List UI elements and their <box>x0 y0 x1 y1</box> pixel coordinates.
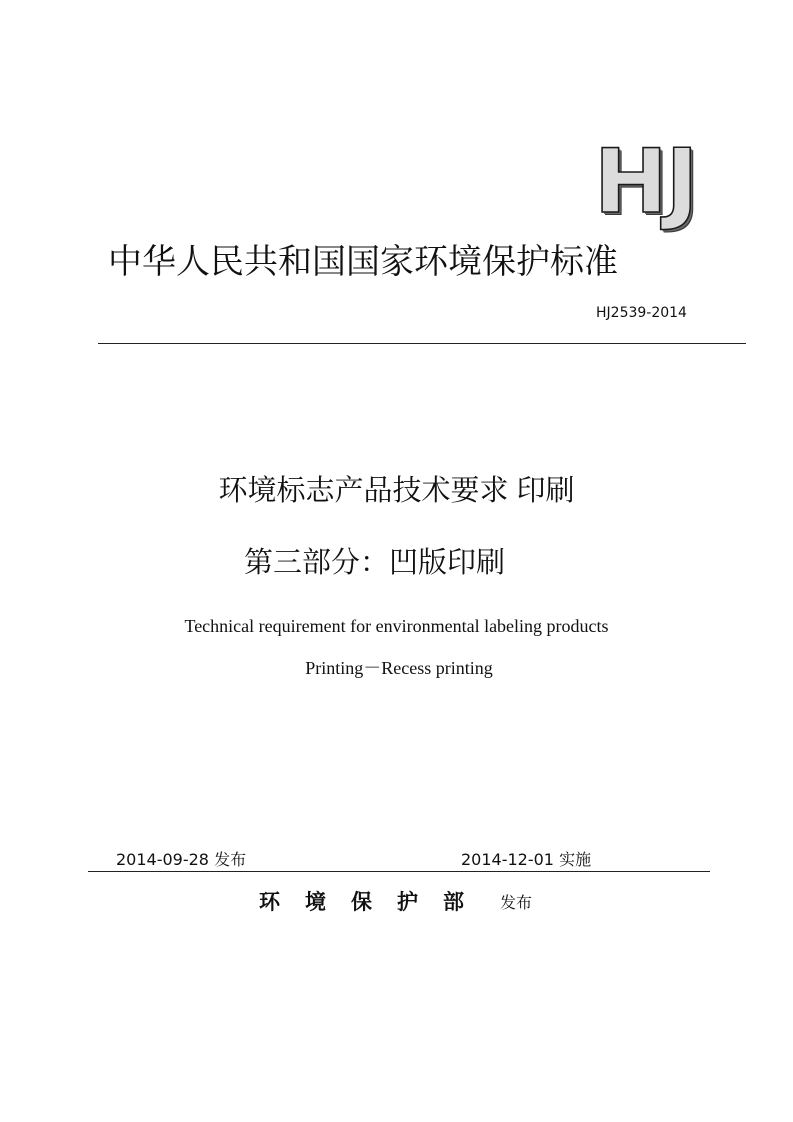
implementation-date: 2014-12-01 实施 <box>461 850 592 869</box>
issuing-authority: 环境保护部 <box>259 890 489 914</box>
document-title-cn-line1 <box>0 470 793 510</box>
standard-category-title: 中华人民共和国国家环境保护标准 <box>108 242 618 282</box>
hj-logo: HJ <box>594 130 697 233</box>
document-title-en-line1: Technical requirement for environmental labeling products <box>184 616 609 636</box>
standard-number: HJ2539-2014 <box>596 305 687 321</box>
document-title-en-line2: Printing－Recess printing <box>305 658 493 678</box>
footer-divider <box>88 871 710 872</box>
issuing-authority-suffix: 发布 <box>500 893 533 912</box>
release-date: 2014-09-28 发布 <box>116 850 247 869</box>
document-title-cn-line2: 第三部分：凹版印刷 <box>244 545 506 579</box>
document-title-cn-suffix: 印刷 <box>516 473 575 507</box>
document-title-cn-main: 环境标志产品技术要求 <box>218 473 509 507</box>
header-divider <box>98 343 746 344</box>
